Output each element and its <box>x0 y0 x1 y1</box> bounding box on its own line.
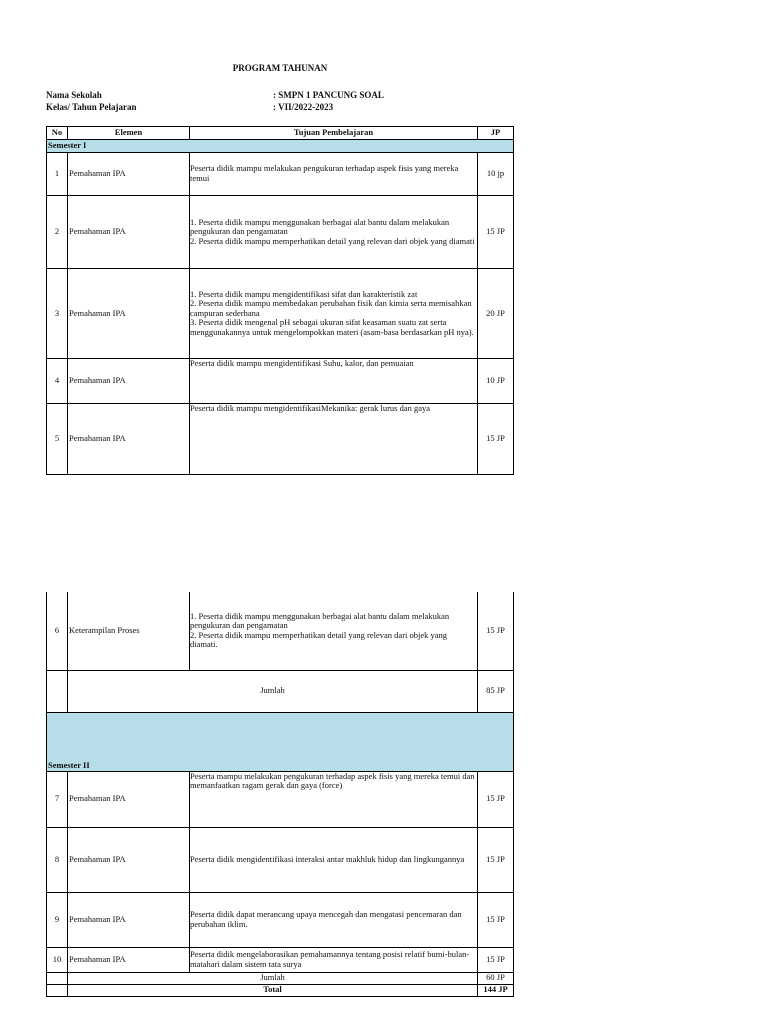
row-jp: 20 JP <box>478 269 514 359</box>
header-elemen: Elemen <box>68 127 190 140</box>
tujuan-line: Peserta didik dapat merancang upaya mencegah dan mengatasi pencemaran dan perubahan iklim. <box>190 908 462 929</box>
row-elemen: Pemahaman IPA <box>68 827 190 892</box>
row-no: 7 <box>47 771 68 827</box>
row-tujuan <box>190 269 478 359</box>
row-elemen: Keterampilan Proses <box>68 592 190 670</box>
jumlah-label: Jumlah <box>68 972 478 984</box>
row-no: 10 <box>47 947 68 972</box>
row-tujuan <box>190 947 478 972</box>
row-tujuan <box>190 359 478 404</box>
row-elemen: Pemahaman IPA <box>68 404 190 475</box>
row-elemen: Pemahaman IPA <box>68 771 190 827</box>
document-title: PROGRAM TAHUNAN <box>232 63 328 73</box>
tujuan-line: 1. Peserta didik mampu mengidentifikasi sifat dan karakteristik zat <box>190 288 418 299</box>
tujuan-line: 1. Peserta didik mampu menggunakan berbagai alat bantu dalam melakukan pengukuran dan pengamatan <box>190 610 450 631</box>
jumlah-label: Jumlah <box>68 670 478 712</box>
row-elemen: Pemahaman IPA <box>68 359 190 404</box>
tujuan-line: Peserta mampu melakukan pengukuran terhadap aspek fisis yang mereka temui dan memanfaatkan ragam gerak dan gaya (force) <box>190 770 475 791</box>
total-label: Total <box>68 984 478 996</box>
semester-1-row <box>47 140 514 153</box>
tujuan-line: 1. Peserta didik mampu menggunakan berbagai alat bantu dalam melakukan pengukuran dan pengamatan <box>190 216 450 237</box>
row-elemen: Pemahaman IPA <box>68 196 190 269</box>
row-jp: 15 JP <box>478 947 514 972</box>
row-jp: 15 JP <box>478 771 514 827</box>
row-no: 6 <box>47 592 68 670</box>
row-jp: 15 JP <box>478 404 514 475</box>
table-row <box>47 892 514 947</box>
header-no: No <box>47 127 68 140</box>
semester-2-row <box>47 712 514 771</box>
row-no: 2 <box>47 196 68 269</box>
program-table-page-1 <box>46 126 514 475</box>
row-jp: 15 JP <box>478 827 514 892</box>
row-tujuan <box>190 153 478 196</box>
tujuan-line: Peserta didik mampu melakukan pengukuran terhadap aspek fisis yang mereka temui <box>190 163 459 183</box>
tujuan-line: 2. Peserta didik mampu membedakan perubahan fisik dan kimia serta memisahkan campuran sederhana <box>190 298 472 318</box>
table-row <box>47 771 514 827</box>
table-row <box>47 196 514 269</box>
table-row <box>47 592 514 670</box>
jumlah-blank <box>47 972 68 984</box>
row-no: 8 <box>47 827 68 892</box>
row-no: 5 <box>47 404 68 475</box>
tujuan-line: 2. Peserta didik mampu memperhatikan detail yang relevan dari objek yang diamati. <box>190 629 448 650</box>
table-row <box>47 827 514 892</box>
header-tujuan: Tujuan Pembelajaran <box>190 127 478 140</box>
row-jp: 10 jp <box>478 153 514 196</box>
tujuan-line: 2. Peserta didik mampu memperhatikan detail yang relevan dari objek yang diamati <box>190 235 475 246</box>
table-row <box>47 404 514 475</box>
row-elemen: Pemahaman IPA <box>68 153 190 196</box>
row-jp: 15 JP <box>478 592 514 670</box>
total-blank <box>47 984 68 996</box>
header-jp: JP <box>478 127 514 140</box>
jumlah-row <box>47 972 514 984</box>
row-tujuan <box>190 592 478 670</box>
row-tujuan <box>190 827 478 892</box>
row-elemen: Pemahaman IPA <box>68 947 190 972</box>
jumlah-jp: 60 JP <box>478 972 514 984</box>
tujuan-line: Peserta didik mampu mengidentifikasiMekanika: gerak lurus dan gaya <box>190 403 431 413</box>
table-row <box>47 947 514 972</box>
table-row <box>47 269 514 359</box>
row-jp: 10 JP <box>478 359 514 404</box>
jumlah-row <box>47 670 514 712</box>
row-no: 9 <box>47 892 68 947</box>
class-value: : VII/2022-2023 <box>273 102 334 112</box>
table-row <box>47 359 514 404</box>
total-jp: 144 JP <box>478 984 514 996</box>
row-tujuan <box>190 892 478 947</box>
school-value: : SMPN 1 PANCUNG SOAL <box>273 90 384 100</box>
table-row <box>47 153 514 196</box>
table-header-row <box>47 127 514 140</box>
jumlah-blank <box>47 670 68 712</box>
tujuan-line: 3. Peserta didik mengenal pH sebagai ukuran sifat keasaman suatu zat serta menggunakannya untuk mengelompokkan materi (asam-basa berdasarkan pH nya). <box>190 317 474 337</box>
tujuan-line: Peserta didik mengidentifikasi interaksi antar makhluk hidup dan lingkungannya <box>190 853 465 864</box>
row-tujuan <box>190 771 478 827</box>
class-label: Kelas/ Tahun Pelajaran <box>46 102 137 112</box>
semester-1-label: Semester I <box>47 140 514 153</box>
program-table-page-2 <box>46 592 514 997</box>
row-tujuan <box>190 196 478 269</box>
row-jp: 15 JP <box>478 196 514 269</box>
row-no: 4 <box>47 359 68 404</box>
row-no: 3 <box>47 269 68 359</box>
row-elemen: Pemahaman IPA <box>68 892 190 947</box>
semester-2-label: Semester II <box>47 712 514 771</box>
row-no: 1 <box>47 153 68 196</box>
row-jp: 15 JP <box>478 892 514 947</box>
tujuan-line: Peserta didik mengelaborasikan pemahamannya tentang posisi relatif bumi-bulan-matahari dalam sistem tata surya <box>190 948 470 969</box>
row-tujuan <box>190 404 478 475</box>
tujuan-line: Peserta didik mampu mengidentifikasi Suhu, kalor, dan pemuaian <box>190 358 414 368</box>
jumlah-jp: 85 JP <box>478 670 514 712</box>
row-elemen: Pemahaman IPA <box>68 269 190 359</box>
school-label: Nama Sekolah <box>46 90 102 100</box>
total-row <box>47 984 514 996</box>
